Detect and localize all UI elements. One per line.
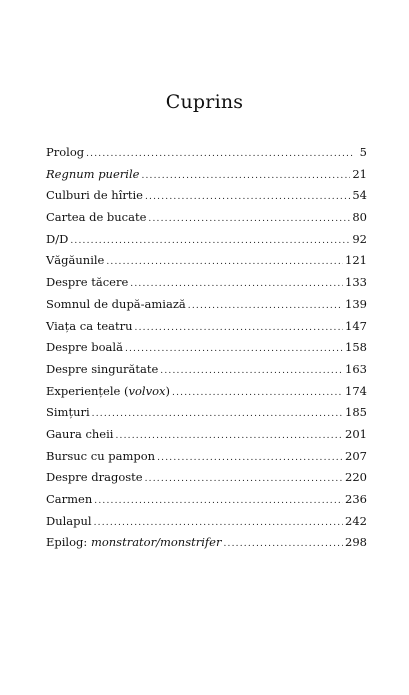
toc-entry <box>46 250 367 272</box>
dot-leader <box>130 274 343 296</box>
toc-entry-page-number: 5 <box>359 145 367 159</box>
toc-entry <box>46 294 367 316</box>
toc-entry-page-number: 236 <box>345 492 367 506</box>
dot-leader <box>145 187 350 209</box>
toc-entry <box>46 229 367 251</box>
toc-entry-title: Viața ca teatru <box>46 318 133 333</box>
dot-leader <box>106 252 343 274</box>
toc-entry-title: Cartea de bucate <box>46 210 147 225</box>
toc-entry-page-number: 80 <box>352 210 367 225</box>
toc-entry <box>46 207 367 229</box>
toc-entry-page-number: 242 <box>345 513 367 528</box>
toc-entry <box>46 446 367 468</box>
toc-entry-title: Epilog: monstrator/monstrifer <box>46 535 222 550</box>
toc-entry-title: Prolog <box>46 145 85 159</box>
toc-entry-page-number: 185 <box>345 405 367 420</box>
toc-entry-page-number: 207 <box>345 448 367 463</box>
dot-leader <box>223 534 343 556</box>
toc-entry-title: Dulapul <box>46 513 92 528</box>
toc-entry <box>46 185 367 207</box>
table-of-contents <box>46 142 367 554</box>
dot-leader <box>188 296 343 318</box>
toc-entry-page-number: 139 <box>345 296 367 311</box>
toc-entry-title: Gaura cheii <box>46 426 114 441</box>
toc-entry-title: Culburi de hîrtie <box>46 188 143 203</box>
dot-leader <box>160 361 343 383</box>
toc-entry <box>46 424 367 446</box>
dot-leader <box>115 426 343 448</box>
dot-leader <box>157 448 343 470</box>
dot-leader <box>145 469 343 491</box>
toc-entry <box>46 272 367 294</box>
toc-entry-title: D/D <box>46 231 69 246</box>
dot-leader <box>148 209 350 231</box>
toc-entry-page-number: 21 <box>352 166 367 181</box>
toc-entry <box>46 164 367 186</box>
toc-entry-page-number: 201 <box>345 426 367 441</box>
dot-leader <box>125 339 343 361</box>
toc-entry-title: Văgăunile <box>46 253 105 268</box>
dot-leader <box>94 491 343 513</box>
dot-leader <box>135 318 344 340</box>
toc-entry <box>46 381 367 403</box>
toc-entry-page-number: 92 <box>352 231 367 246</box>
toc-entry-page-number: 54 <box>352 188 367 203</box>
dot-leader <box>86 144 355 166</box>
toc-entry-title: Despre boală <box>46 340 123 355</box>
toc-entry-title: Despre singurătate <box>46 361 159 376</box>
toc-entry <box>46 511 367 533</box>
toc-entry-title: Despre tăcere <box>46 275 129 290</box>
toc-entry <box>46 359 367 381</box>
toc-entry-page-number: 220 <box>345 470 367 485</box>
dot-leader <box>94 513 343 535</box>
dot-leader <box>172 383 343 405</box>
toc-entry-title: Experiențele (volvox) <box>46 383 171 398</box>
page-title: Cuprins <box>165 91 244 113</box>
toc-entry <box>46 142 367 164</box>
toc-entry <box>46 532 367 554</box>
toc-entry <box>46 489 367 511</box>
toc-entry-title: Despre dragoste <box>46 470 143 485</box>
dot-leader <box>92 404 343 426</box>
toc-entry-page-number: 133 <box>345 275 367 290</box>
toc-entry-page-number: 174 <box>345 383 367 398</box>
dot-leader <box>141 166 350 188</box>
toc-entry-page-number: 158 <box>345 340 367 355</box>
dot-leader <box>70 231 350 253</box>
toc-entry-page-number: 163 <box>345 361 367 376</box>
toc-entry-title: Regnum puerile <box>46 166 140 181</box>
toc-entry-page-number: 147 <box>345 318 367 333</box>
toc-entry <box>46 402 367 424</box>
toc-entry-page-number: 298 <box>345 535 367 550</box>
toc-entry <box>46 337 367 359</box>
toc-entry-title: Bursuc cu pampon <box>46 448 156 463</box>
toc-entry-title: Carmen <box>46 492 93 506</box>
toc-entry-title: Simțuri <box>46 405 90 420</box>
toc-entry-title: Somnul de după-amiază <box>46 296 186 311</box>
toc-entry-page-number: 121 <box>345 253 367 268</box>
toc-entry <box>46 467 367 489</box>
toc-entry <box>46 316 367 338</box>
